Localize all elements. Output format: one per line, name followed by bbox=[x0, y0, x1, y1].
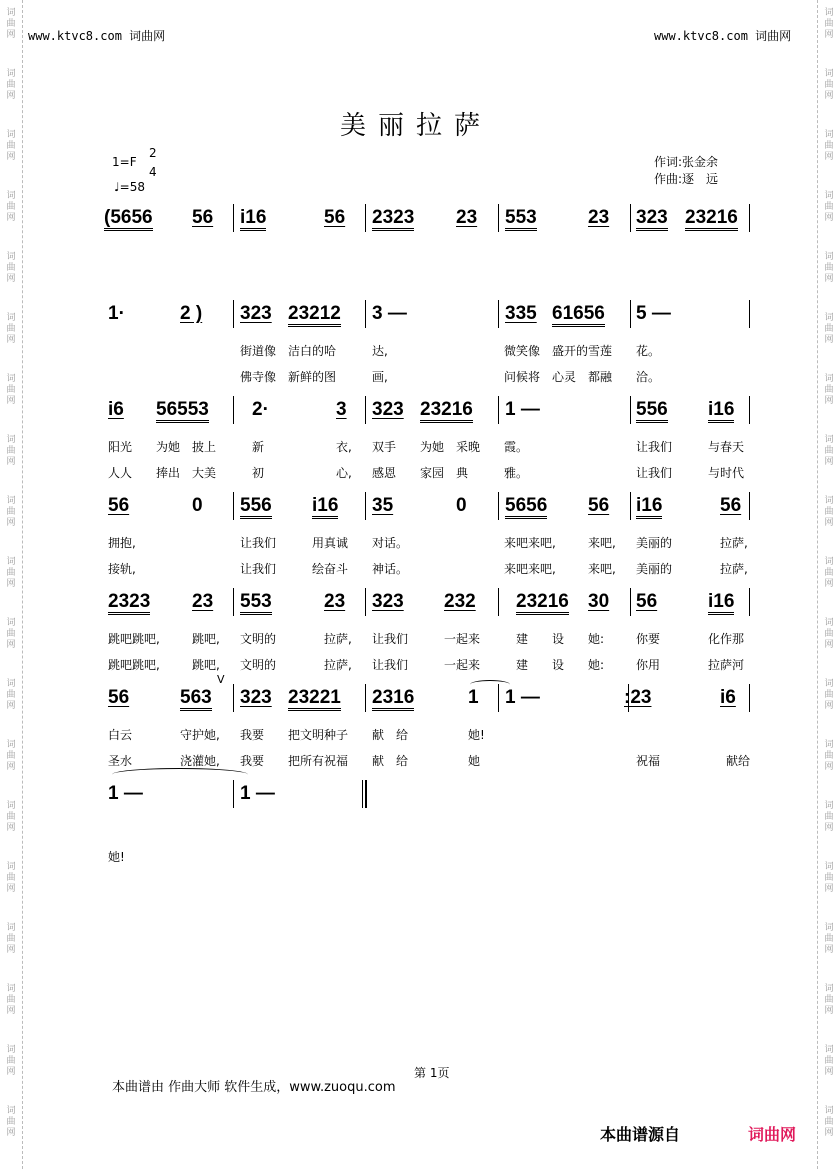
lyric: 与时代 bbox=[708, 466, 745, 480]
note-group: 323 bbox=[240, 303, 272, 324]
lyric: 跳吧, bbox=[192, 632, 220, 646]
note-group: 23216 bbox=[516, 592, 569, 615]
note-group: i16 bbox=[240, 208, 266, 231]
note-group: 23 bbox=[456, 207, 478, 228]
lyric: 我要 bbox=[240, 728, 265, 742]
lyric: 拥抱, bbox=[108, 536, 136, 550]
lyric: 大美 bbox=[192, 466, 217, 480]
lyric: 让我们 bbox=[636, 440, 673, 454]
lyric: 献 bbox=[372, 728, 385, 742]
lyric: 拉萨河 bbox=[708, 658, 745, 672]
lyric: 感恩 bbox=[372, 466, 397, 480]
lyric: 她 bbox=[468, 754, 481, 768]
note-group: 56 bbox=[588, 495, 610, 516]
lyric: 白云 bbox=[108, 728, 133, 742]
bar-line bbox=[233, 300, 234, 328]
watermark-text: 词 曲 网 bbox=[6, 740, 16, 772]
source-label: 本曲谱源自 bbox=[600, 1125, 681, 1144]
note-group: 2 ) bbox=[180, 303, 203, 324]
lyric: 祝福 bbox=[636, 754, 661, 768]
bar-line bbox=[233, 684, 234, 712]
watermark-text: 词 曲 网 bbox=[6, 191, 16, 223]
note-group: 23216 bbox=[420, 400, 473, 423]
lyric: 给 bbox=[396, 754, 409, 768]
lyric: 微笑像 bbox=[504, 344, 541, 358]
time-signature-top: 2 bbox=[149, 146, 157, 160]
note-group: 2323 bbox=[108, 592, 150, 615]
lyric: 捧出 bbox=[156, 466, 181, 480]
note-group: 323 bbox=[636, 208, 668, 231]
lyric: 洁白的哈 bbox=[288, 344, 337, 358]
lyric: 达, bbox=[372, 344, 388, 358]
brand-logo-text[interactable]: 词曲网 bbox=[748, 1125, 797, 1144]
bar-line bbox=[365, 204, 366, 232]
watermark-text: 词 曲 网 bbox=[6, 923, 16, 955]
lyric: 街道像 bbox=[240, 344, 277, 358]
lyric: 把文明种子 bbox=[288, 728, 349, 742]
page-title: 美丽拉萨 bbox=[340, 111, 493, 141]
note-group: 5656 bbox=[505, 496, 547, 519]
lyric: 化作那 bbox=[708, 632, 745, 646]
note-group: 0 bbox=[456, 495, 467, 516]
lyric: 一起来 bbox=[444, 632, 481, 646]
note-group: 23 bbox=[588, 207, 610, 228]
lyric: 她! bbox=[468, 728, 485, 742]
note-group: 1 — bbox=[108, 783, 143, 804]
watermark-text: 词 曲 网 bbox=[6, 69, 16, 101]
bar-line bbox=[749, 588, 750, 616]
lyric: 让我们 bbox=[372, 658, 409, 672]
lyric: 都融 bbox=[588, 370, 613, 384]
breath-mark: V bbox=[217, 673, 225, 686]
watermark-text: 词 曲 网 bbox=[6, 557, 16, 589]
page-number: 第 1页 bbox=[414, 1066, 450, 1080]
note-group: 23 bbox=[192, 591, 214, 612]
bar-line bbox=[498, 204, 499, 232]
note-group: 23216 bbox=[685, 208, 738, 231]
bar-line bbox=[749, 684, 750, 712]
lyric: 拉萨, bbox=[720, 536, 748, 550]
note-group: i16 bbox=[708, 592, 734, 615]
watermark-text: 词 曲 网 bbox=[6, 8, 16, 40]
note-group: 3 — bbox=[372, 303, 407, 324]
lyric: 建 bbox=[516, 658, 529, 672]
lyric: 心灵 bbox=[552, 370, 577, 384]
lyric: 家园 bbox=[420, 466, 445, 480]
watermark-text: 词 曲 网 bbox=[824, 496, 834, 528]
lyric: 新 bbox=[252, 440, 265, 454]
bar-line bbox=[498, 300, 499, 328]
watermark-text: 词 曲 网 bbox=[6, 984, 16, 1016]
note-group: 553 bbox=[240, 592, 272, 615]
bar-line bbox=[749, 300, 750, 328]
time-signature-bottom: 4 bbox=[149, 165, 157, 179]
lyric: 采晚 bbox=[456, 440, 481, 454]
watermark-text: 词 曲 网 bbox=[824, 69, 834, 101]
lyric: 初 bbox=[252, 466, 265, 480]
watermark-text: 词 曲 网 bbox=[824, 374, 834, 406]
bar-line bbox=[749, 204, 750, 232]
lyric: 心, bbox=[336, 466, 352, 480]
lyric: 美丽的 bbox=[636, 562, 673, 576]
bar-line bbox=[233, 588, 234, 616]
note-group: 56553 bbox=[156, 400, 209, 423]
lyric: 花。 bbox=[636, 344, 661, 358]
lyric: 让我们 bbox=[240, 536, 277, 550]
watermark-text: 词 曲 网 bbox=[824, 801, 834, 833]
lyric: 拉萨, bbox=[720, 562, 748, 576]
note-group: 1 — bbox=[240, 783, 275, 804]
watermark-text: 词 曲 网 bbox=[824, 984, 834, 1016]
note-group: 1 — bbox=[505, 399, 540, 420]
note-group: 56 bbox=[324, 207, 346, 228]
note-group: 56 bbox=[108, 495, 130, 516]
note-group: 61656 bbox=[552, 304, 605, 327]
lyricist-credit: 作词:张金余 bbox=[654, 155, 719, 169]
watermark-text: 词 曲 网 bbox=[824, 679, 834, 711]
watermark-text: 词 曲 网 bbox=[6, 618, 16, 650]
note-group: 2323 bbox=[372, 208, 414, 231]
lyric: 让我们 bbox=[372, 632, 409, 646]
lyric: 盛开的雪莲 bbox=[552, 344, 613, 358]
lyric: 用真诚 bbox=[312, 536, 349, 550]
key-signature: 1=F bbox=[112, 155, 137, 169]
note-group: 2316 bbox=[372, 688, 414, 711]
lyric: 让我们 bbox=[636, 466, 673, 480]
lyric: 圣水 bbox=[108, 754, 133, 768]
bar-line bbox=[630, 204, 631, 232]
note-group: 553 bbox=[505, 208, 537, 231]
lyric: 霞。 bbox=[504, 440, 529, 454]
lyric: 跳吧, bbox=[192, 658, 220, 672]
watermark-text: 词 曲 网 bbox=[6, 862, 16, 894]
bar-line bbox=[365, 300, 366, 328]
lyric: 神话。 bbox=[372, 562, 409, 576]
watermark-text: 词 曲 网 bbox=[6, 374, 16, 406]
note-group: 1 bbox=[468, 687, 479, 708]
note-group: 563 bbox=[180, 688, 212, 711]
note-group: i6 bbox=[720, 687, 736, 708]
note-group: i16 bbox=[708, 400, 734, 423]
lyric: 绘奋斗 bbox=[312, 562, 349, 576]
watermark-text: 词 曲 网 bbox=[824, 923, 834, 955]
watermark-text: 词 曲 网 bbox=[824, 130, 834, 162]
note-group: 23212 bbox=[288, 304, 341, 327]
lyric: 为她 bbox=[156, 440, 181, 454]
note-group: (5656 bbox=[104, 208, 153, 231]
lyric: 把所有祝福 bbox=[288, 754, 349, 768]
lyric: 建 bbox=[516, 632, 529, 646]
lyric: 你要 bbox=[636, 632, 661, 646]
bar-line bbox=[630, 300, 631, 328]
watermark-text: 词 曲 网 bbox=[824, 740, 834, 772]
note-group: 323 bbox=[240, 687, 272, 708]
final-bar-line bbox=[362, 780, 363, 808]
lyric: 浇灌她, bbox=[180, 754, 220, 768]
bar-line bbox=[233, 492, 234, 520]
note-group: 323 bbox=[372, 591, 404, 612]
bar-line bbox=[365, 492, 366, 520]
note-group: 23 bbox=[324, 591, 346, 612]
watermark-text: 词 曲 网 bbox=[6, 435, 16, 467]
lyric: 她! bbox=[108, 850, 125, 864]
lyric: 守护她, bbox=[180, 728, 220, 742]
lyric: 来吧来吧, bbox=[504, 536, 556, 550]
lyric: 献给 bbox=[726, 754, 751, 768]
watermark-text: 词 曲 网 bbox=[6, 1106, 16, 1138]
bar-line bbox=[630, 588, 631, 616]
lyric: 拉萨, bbox=[324, 658, 352, 672]
note-group: 556 bbox=[636, 400, 668, 423]
lyric: 与春天 bbox=[708, 440, 745, 454]
note-group: 35 bbox=[372, 495, 394, 516]
header-left-site[interactable]: www.ktvc8.com 词曲网 bbox=[28, 29, 166, 43]
lyric: 双手 bbox=[372, 440, 397, 454]
note-group: 56 bbox=[192, 207, 214, 228]
lyric: 披上 bbox=[192, 440, 217, 454]
lyric: 美丽的 bbox=[636, 536, 673, 550]
lyric: 跳吧跳吧, bbox=[108, 632, 160, 646]
lyric: 设 bbox=[552, 658, 565, 672]
watermark-text: 词 曲 网 bbox=[824, 252, 834, 284]
lyric: 拉萨, bbox=[324, 632, 352, 646]
note-group: 23221 bbox=[288, 688, 341, 711]
header-right-site[interactable]: www.ktvc8.com 词曲网 bbox=[654, 29, 792, 43]
note-group: 56 bbox=[108, 687, 130, 708]
bar-line bbox=[365, 684, 366, 712]
lyric: 你用 bbox=[636, 658, 661, 672]
note-group: 0 bbox=[192, 495, 203, 516]
staff-row-7 bbox=[100, 776, 750, 832]
lyric: 来吧, bbox=[588, 536, 616, 550]
bar-line bbox=[233, 396, 234, 424]
lyric: 洽。 bbox=[636, 370, 661, 384]
note-group: i16 bbox=[636, 496, 662, 519]
watermark-text: 词 曲 网 bbox=[824, 1106, 834, 1138]
lyric: 典 bbox=[456, 466, 469, 480]
lyric: 献 bbox=[372, 754, 385, 768]
note-group: 56 bbox=[636, 591, 658, 612]
watermark-text: 词 曲 网 bbox=[6, 252, 16, 284]
note-group: 5 — bbox=[636, 303, 671, 324]
bar-line bbox=[498, 588, 499, 616]
watermark-text: 词 曲 网 bbox=[824, 191, 834, 223]
generator-note: 本曲谱由 作曲大师 软件生成，www.zuoqu.com bbox=[112, 1080, 396, 1095]
note-group: i6 bbox=[108, 399, 124, 420]
lyric: 文明的 bbox=[240, 632, 277, 646]
watermark-text: 词 曲 网 bbox=[6, 801, 16, 833]
note-group: 3 bbox=[336, 399, 347, 420]
note-group: 1· bbox=[108, 303, 125, 324]
lyric: 我要 bbox=[240, 754, 265, 768]
bar-line bbox=[749, 492, 750, 520]
watermark-text: 词 曲 网 bbox=[6, 496, 16, 528]
note-group: 335 bbox=[505, 303, 537, 324]
lyric: 一起来 bbox=[444, 658, 481, 672]
composer-credit: 作曲:逐 远 bbox=[654, 172, 719, 186]
watermark-text: 词 曲 网 bbox=[6, 1045, 16, 1077]
lyric: 新鲜的图 bbox=[288, 370, 337, 384]
watermark-text: 词 曲 网 bbox=[824, 557, 834, 589]
watermark-text: 词 曲 网 bbox=[824, 618, 834, 650]
lyric: 画, bbox=[372, 370, 388, 384]
note-group: 56 bbox=[720, 495, 742, 516]
bar-line bbox=[233, 780, 234, 808]
bar-line bbox=[498, 396, 499, 424]
lyric: 接轨, bbox=[108, 562, 136, 576]
lyric: 对话。 bbox=[372, 536, 409, 550]
note-group: 30 bbox=[588, 591, 610, 612]
bar-line bbox=[365, 588, 366, 616]
lyric: 人人 bbox=[108, 466, 133, 480]
watermark-text: 词 曲 网 bbox=[6, 679, 16, 711]
watermark-text: 词 曲 网 bbox=[824, 313, 834, 345]
staff-row-1 bbox=[100, 200, 750, 256]
bar-line bbox=[233, 204, 234, 232]
note-group: :23 bbox=[624, 687, 652, 708]
bar-line bbox=[630, 396, 631, 424]
lyric: 给 bbox=[396, 728, 409, 742]
watermark-text: 词 曲 网 bbox=[824, 435, 834, 467]
lyric: 为她 bbox=[420, 440, 445, 454]
lyric: 雅。 bbox=[504, 466, 529, 480]
watermark-text: 词 曲 网 bbox=[824, 8, 834, 40]
note-group: 323 bbox=[372, 399, 404, 420]
lyric: 文明的 bbox=[240, 658, 277, 672]
bar-line bbox=[365, 396, 366, 424]
lyric: 跳吧跳吧, bbox=[108, 658, 160, 672]
note-group: i16 bbox=[312, 496, 338, 519]
bar-line bbox=[630, 492, 631, 520]
lyric: 来吧来吧, bbox=[504, 562, 556, 576]
note-group: 2· bbox=[252, 399, 269, 420]
watermark-text: 词 曲 网 bbox=[6, 313, 16, 345]
lyric: 她: bbox=[588, 658, 605, 672]
watermark-text: 词 曲 网 bbox=[824, 1045, 834, 1077]
final-bar-line bbox=[365, 780, 367, 808]
watermark-text: 词 曲 网 bbox=[824, 862, 834, 894]
lyric: 来吧, bbox=[588, 562, 616, 576]
tempo-marking: ♩=58 bbox=[114, 180, 145, 194]
lyric: 阳光 bbox=[108, 440, 133, 454]
note-group: 556 bbox=[240, 496, 272, 519]
lyric: 设 bbox=[552, 632, 565, 646]
note-group: 232 bbox=[444, 591, 476, 612]
tie-arc bbox=[470, 680, 510, 689]
lyric: 让我们 bbox=[240, 562, 277, 576]
bar-line bbox=[498, 492, 499, 520]
bar-line bbox=[749, 396, 750, 424]
lyric: 问候将 bbox=[504, 370, 541, 384]
lyric: 佛寺像 bbox=[240, 370, 277, 384]
note-group: 1 — bbox=[505, 687, 540, 708]
watermark-text: 词 曲 网 bbox=[6, 130, 16, 162]
lyric: 衣, bbox=[336, 440, 352, 454]
lyric: 她: bbox=[588, 632, 605, 646]
